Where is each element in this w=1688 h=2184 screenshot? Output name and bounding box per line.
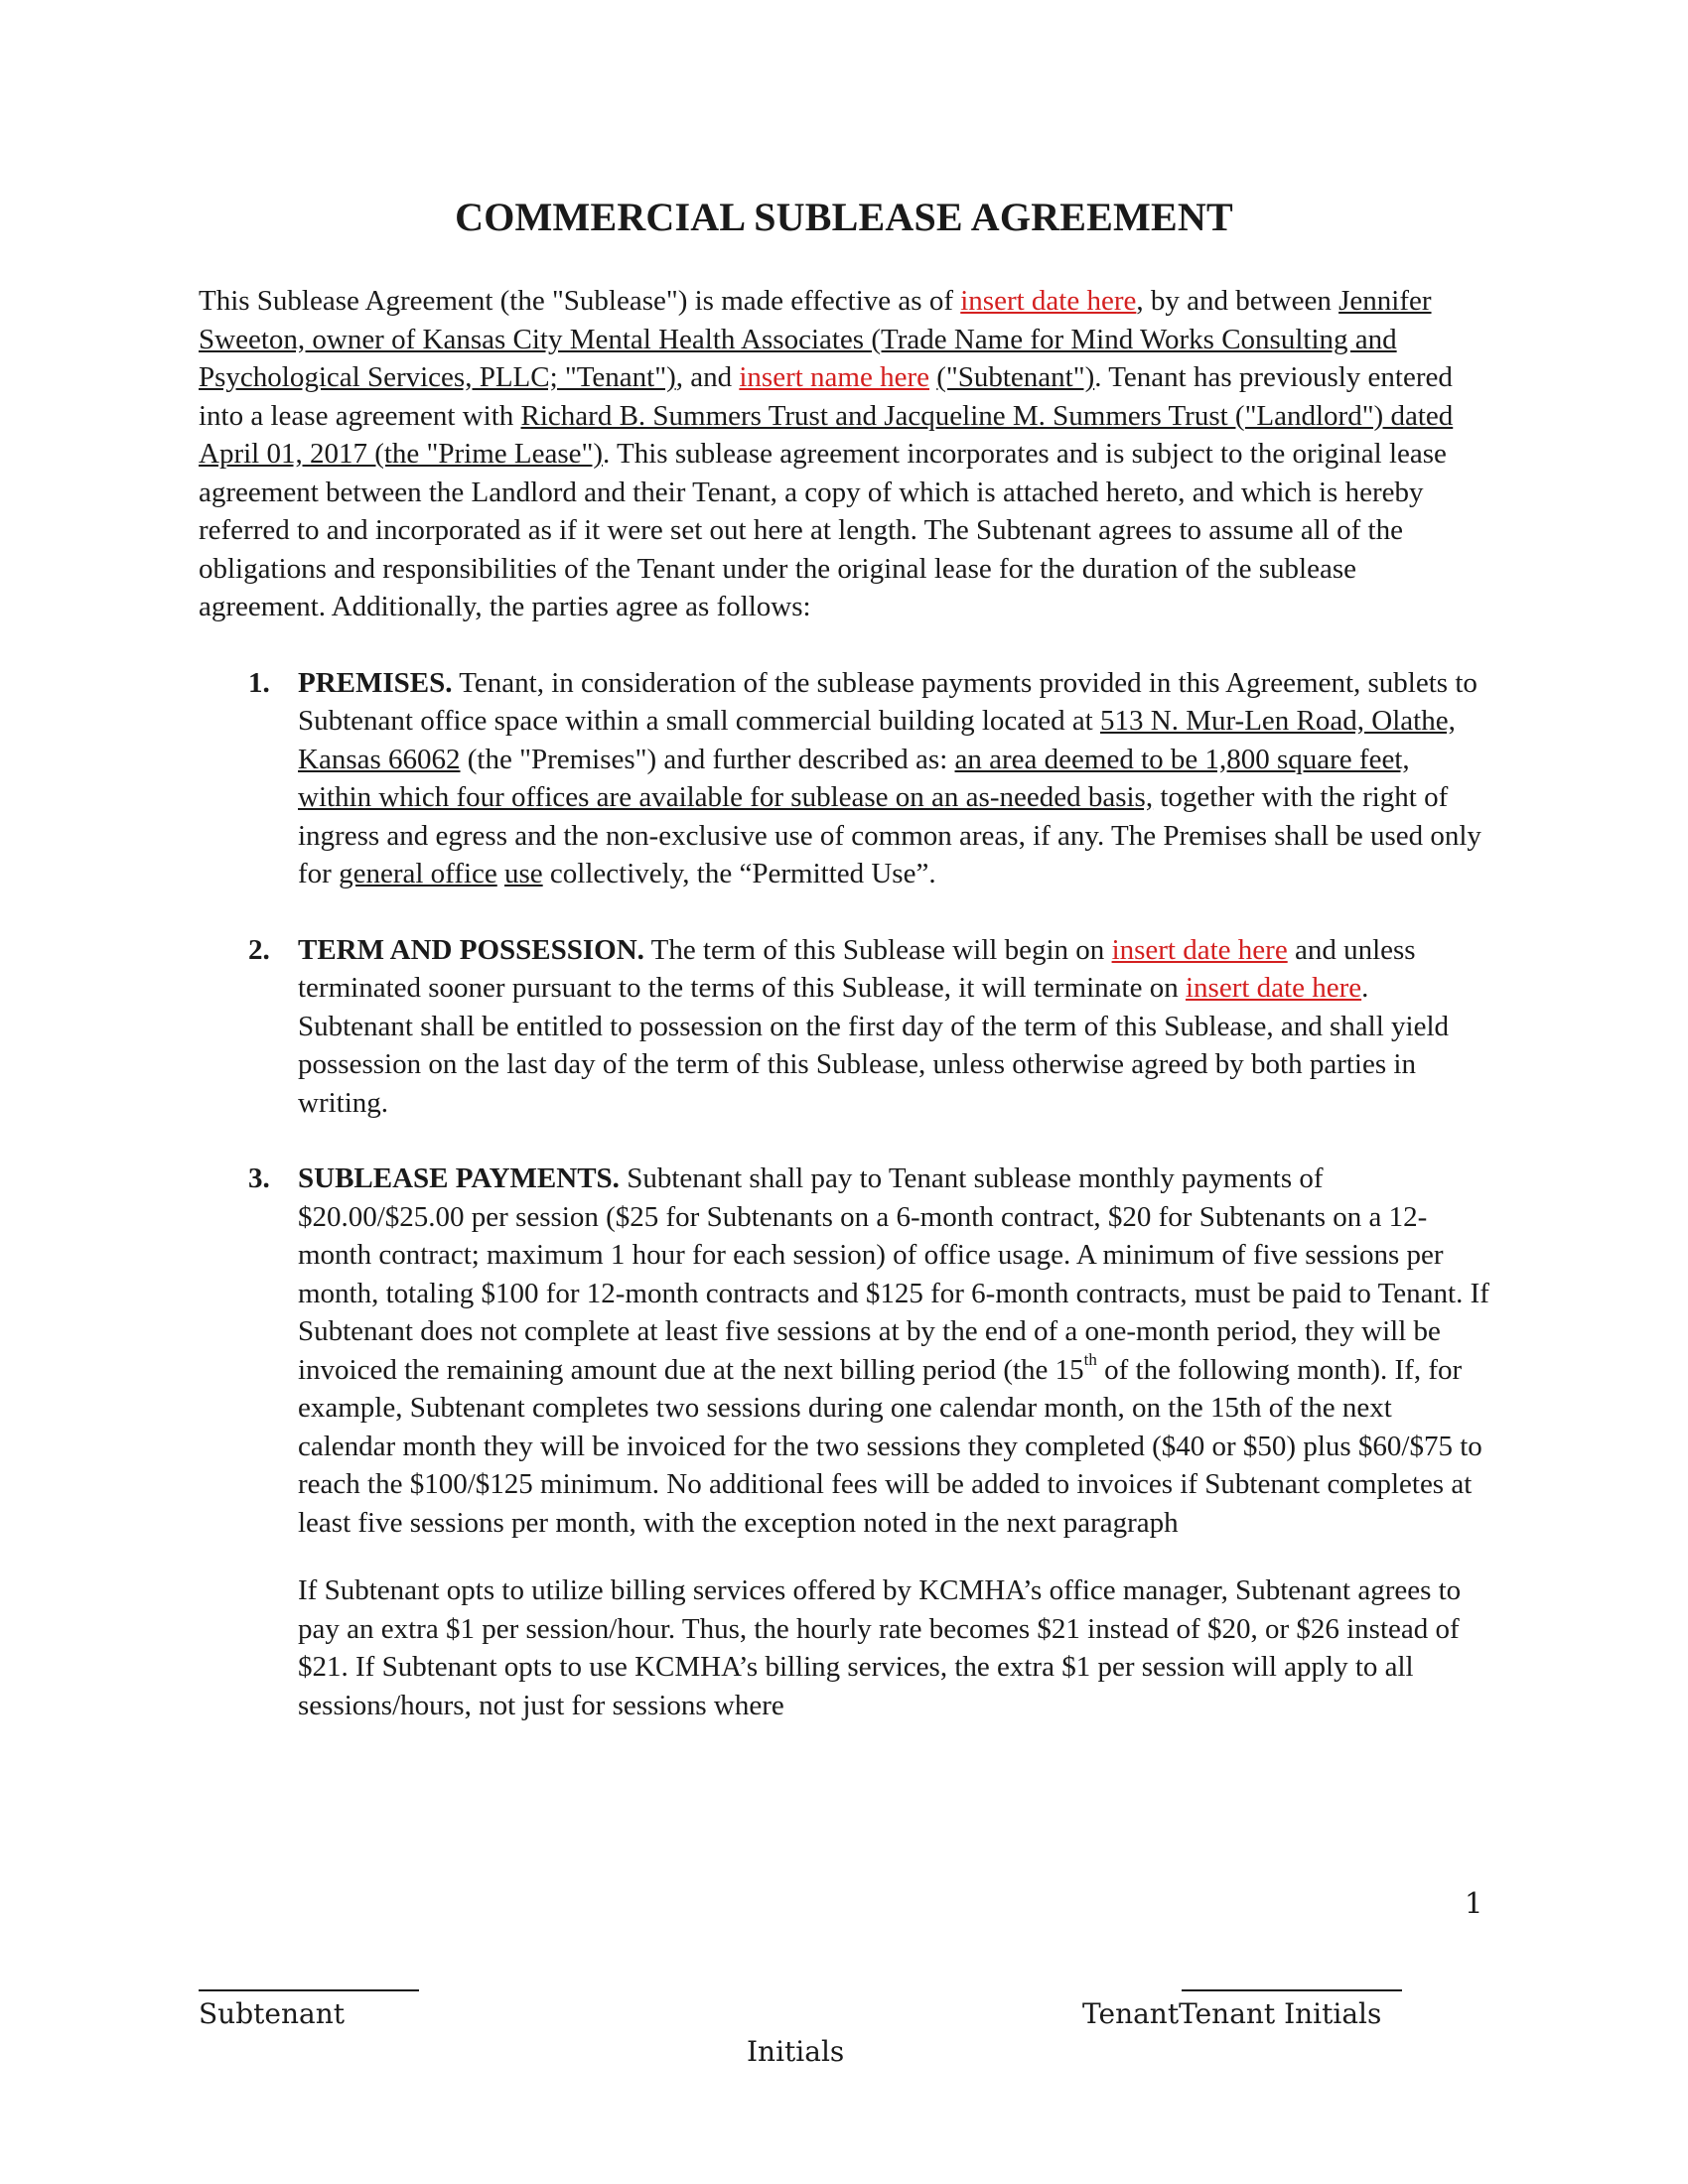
- permitted-use-2: use: [504, 858, 543, 889]
- end-date-placeholder[interactable]: insert date here: [1185, 972, 1362, 1004]
- section-number: 3.: [248, 1162, 270, 1194]
- subtenant-label-footer: Subtenant: [199, 1997, 345, 2030]
- start-date-placeholder[interactable]: insert date here: [1111, 933, 1288, 966]
- subtenant-initials-line[interactable]: [199, 1989, 419, 1991]
- section-payments: [199, 1160, 1489, 1542]
- permitted-use: general office: [339, 858, 497, 889]
- section-text: . Subtenant shall be entitled to possession on the first day of the term of this Sublease, and shall yield possession on the last day of the term of this Sublease, unless otherwise agreed by both parties in writing.: [298, 972, 1449, 1119]
- document-page: [199, 194, 1489, 1724]
- section-text: Subtenant shall pay to Tenant sublease monthly payments of $20.00/$25.00 per session ($25 for Subtenants on a 6-month contract, $20 for Subtenants on a 12-month contract; maximum 1 hour for each session) of office usage. A minimum of five sessions per month, totaling $100 for 12-month contracts and $125 for 6-month contracts, must be paid to Tenant. If Subtenant does not complete at least five sessions at by the end of a one-month period, they will be invoiced the remaining amount due at the next billing period (the 15: [298, 1162, 1489, 1386]
- section-text: Tenant, in consideration of the sublease payments provided in this Agreement, sublets to Subtenant office space within a small commercial building located at: [298, 666, 1477, 737]
- superscript-th: th: [1083, 1349, 1097, 1369]
- subtenant-label: ("Subtenant"): [936, 361, 1095, 393]
- section-premises: [199, 664, 1489, 893]
- section-text: The term of this Sublease will begin on: [643, 933, 1112, 966]
- intro-text: This Sublease Agreement (the "Sublease") is made effective as of: [199, 285, 961, 317]
- tenant-initials-line[interactable]: [1182, 1989, 1402, 1991]
- section-number: 1.: [248, 666, 270, 699]
- section-heading: TERM AND POSSESSION.: [298, 933, 644, 966]
- section-term: [199, 931, 1489, 1123]
- tenant-name: Jennifer Sweeton, owner of Kansas City Mental Health Associates (Trade Name for Mind Works Consulting and Psychological Services, PLLC; "Tenant"): [199, 285, 1432, 393]
- section-heading: SUBLEASE PAYMENTS.: [298, 1162, 620, 1194]
- intro-paragraph: [199, 282, 1489, 626]
- premises-address: 513 N. Mur-Len Road, Olathe, Kansas 66062: [298, 705, 1456, 775]
- intro-text: , by and between: [1136, 285, 1339, 317]
- tenant-initials-label: TenantTenant Initials: [1082, 1997, 1382, 2030]
- intro-text: , and: [675, 361, 740, 393]
- document-title: COMMERCIAL SUBLEASE AGREEMENT: [455, 195, 1233, 239]
- premises-description: an area deemed to be 1,800 square feet, within which four offices are available for sublease on an as-needed basis,: [298, 743, 1410, 813]
- page-number: 1: [1465, 1886, 1483, 1920]
- initials-label: Initials: [747, 2035, 845, 2068]
- landlord-name: Richard B. Summers Trust and Jacqueline M. Summers Trust ("Landlord") dated April 01, 2017 (the "Prime Lease"): [199, 399, 1454, 470]
- section-text: of the following month). If, for example, Subtenant completes two sessions during one calendar month, on the 15th of the next calendar month they will be invoiced for the two sessions they completed ($40 or $50) plus $60/$75 to reach the $100/$125 minimum. No additional fees will be added to invoices if Subtenant completes at least five sessions per month, with the exception noted in the next paragraph: [298, 1353, 1482, 1539]
- effective-date-placeholder[interactable]: insert date here: [960, 285, 1137, 317]
- section-text: and unless terminated sooner pursuant to the terms of this Sublease, it will terminate on: [298, 933, 1416, 1004]
- sections-list: [199, 664, 1489, 1543]
- section-heading: PREMISES.: [298, 666, 453, 699]
- section-number: 2.: [248, 933, 270, 966]
- section-text: [497, 858, 504, 889]
- subtenant-name-placeholder[interactable]: insert name here: [739, 361, 929, 393]
- section-text: together with the right of ingress and egress and the non-exclusive use of common areas, if any. The Premises shall be used only for: [298, 781, 1481, 889]
- section-text: collectively, the “Permitted Use”.: [542, 858, 936, 889]
- billing-services-paragraph: If Subtenant opts to utilize billing services offered by KCMHA’s office manager, Subtenant agrees to pay an extra $1 per session/hour. Thus, the hourly rate becomes $21 instead of $20, or $26 instead of $21. If Subtenant opts to use KCMHA’s billing services, the extra $1 per session will apply to all sessions/hours, not just for sessions where: [298, 1574, 1462, 1721]
- intro-text: . This sublease agreement incorporates and is subject to the original lease agreement between the Landlord and their Tenant, a copy of which is attached hereto, and which is hereby referred to and incorporated as if it were set out here at length. The Subtenant agrees to assume all of the obligations and responsibilities of the Tenant under the original lease for the duration of the sublease agreement. Additionally, the parties agree as follows:: [199, 438, 1447, 622]
- intro-text: . Tenant has previously entered into a lease agreement with: [199, 361, 1453, 432]
- section-text: (the "Premises") and further described as:: [460, 743, 955, 775]
